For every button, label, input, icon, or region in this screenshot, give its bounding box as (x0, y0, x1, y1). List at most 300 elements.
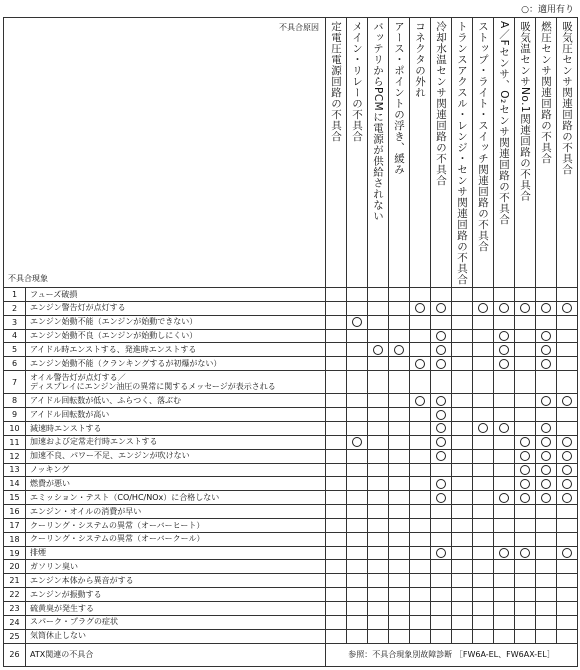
symptom-label: クーリング・システムの異常（オーバーヒート） (26, 518, 326, 532)
matrix-cell (347, 518, 368, 532)
table-row (4, 643, 578, 666)
matrix-cell (326, 315, 347, 329)
column-header-2 (347, 18, 368, 288)
matrix-cell (410, 463, 431, 477)
matrix-cell (515, 601, 536, 615)
matrix-cell (410, 601, 431, 615)
applicable-circle-icon (415, 359, 425, 369)
matrix-cell (536, 449, 557, 463)
applicable-circle-icon (499, 331, 509, 341)
applicable-circle-icon (520, 437, 530, 447)
matrix-cell (452, 329, 473, 343)
row-number: 9 (4, 408, 26, 422)
matrix-cell (368, 588, 389, 602)
matrix-cell (515, 574, 536, 588)
matrix-cell (473, 371, 494, 394)
matrix-cell (494, 288, 515, 302)
matrix-cell (347, 463, 368, 477)
applicable-circle-icon (352, 437, 362, 447)
matrix-cell (347, 449, 368, 463)
matrix-cell (557, 546, 578, 560)
table-row (4, 315, 578, 329)
matrix-cell (347, 601, 368, 615)
table-row (4, 288, 578, 302)
matrix-cell (368, 505, 389, 519)
matrix-cell (452, 463, 473, 477)
matrix-cell (326, 574, 347, 588)
matrix-cell (494, 629, 515, 643)
row-number: 7 (4, 371, 26, 394)
matrix-cell (389, 394, 410, 408)
column-header-9 (494, 18, 515, 288)
matrix-cell (536, 518, 557, 532)
matrix-cell (473, 629, 494, 643)
matrix-cell (410, 629, 431, 643)
matrix-cell (515, 532, 536, 546)
matrix-cell (326, 301, 347, 315)
symptom-label: ノッキング (26, 463, 326, 477)
symptom-label: 硫黄臭が発生する (26, 601, 326, 615)
matrix-cell (536, 435, 557, 449)
matrix-cell (494, 574, 515, 588)
matrix-cell (536, 491, 557, 505)
matrix-cell (431, 615, 452, 629)
matrix-cell (452, 315, 473, 329)
applicable-circle-icon (541, 345, 551, 355)
matrix-cell (347, 546, 368, 560)
applicable-circle-icon (520, 451, 530, 461)
matrix-cell (557, 629, 578, 643)
matrix-cell (389, 491, 410, 505)
matrix-cell (536, 505, 557, 519)
applicable-circle-icon (436, 331, 446, 341)
matrix-cell (536, 329, 557, 343)
matrix-cell (326, 615, 347, 629)
matrix-cell (515, 505, 536, 519)
matrix-cell (557, 329, 578, 343)
matrix-cell (431, 315, 452, 329)
matrix-cell (452, 532, 473, 546)
matrix-cell (389, 422, 410, 436)
matrix-cell (452, 288, 473, 302)
matrix-cell (557, 532, 578, 546)
matrix-cell (368, 329, 389, 343)
applicable-circle-icon (520, 493, 530, 503)
matrix-cell (557, 601, 578, 615)
matrix-cell (368, 601, 389, 615)
matrix-cell (536, 463, 557, 477)
applicable-circle-icon (373, 345, 383, 355)
matrix-cell (368, 315, 389, 329)
matrix-cell (389, 615, 410, 629)
matrix-cell (326, 435, 347, 449)
table-row (4, 601, 578, 615)
applicable-circle-icon (499, 359, 509, 369)
applicable-circle-icon (562, 493, 572, 503)
matrix-cell (368, 518, 389, 532)
column-header-6 (431, 18, 452, 288)
matrix-cell (557, 574, 578, 588)
matrix-cell (473, 408, 494, 422)
applicable-circle-icon (436, 548, 446, 558)
matrix-cell (368, 357, 389, 371)
applicable-circle-icon (562, 396, 572, 406)
matrix-cell (452, 422, 473, 436)
matrix-cell (452, 477, 473, 491)
matrix-cell (452, 574, 473, 588)
matrix-cell (431, 532, 452, 546)
applicable-circle-icon (352, 317, 362, 327)
matrix-cell (389, 463, 410, 477)
matrix-cell (515, 518, 536, 532)
applicable-circle-icon (394, 345, 404, 355)
matrix-cell (410, 560, 431, 574)
matrix-cell (452, 301, 473, 315)
row-number: 14 (4, 477, 26, 491)
matrix-cell (347, 615, 368, 629)
matrix-cell (557, 343, 578, 357)
matrix-cell (494, 301, 515, 315)
matrix-cell (473, 574, 494, 588)
column-header-7 (452, 18, 473, 288)
row-number: 26 (4, 643, 26, 666)
matrix-cell (431, 546, 452, 560)
matrix-cell (494, 408, 515, 422)
matrix-cell (557, 463, 578, 477)
applicable-circle-icon (562, 437, 572, 447)
matrix-cell (326, 288, 347, 302)
matrix-cell (431, 329, 452, 343)
symptom-label: エンジン・オイルの消費が早い (26, 505, 326, 519)
matrix-cell (347, 394, 368, 408)
matrix-cell (347, 343, 368, 357)
table-row (4, 532, 578, 546)
table-row (4, 449, 578, 463)
applicable-circle-icon (520, 303, 530, 313)
matrix-cell (536, 315, 557, 329)
table-row (4, 357, 578, 371)
symptom-label: エンジン本体から異音がする (26, 574, 326, 588)
matrix-cell (557, 615, 578, 629)
matrix-cell (326, 601, 347, 615)
matrix-cell (494, 615, 515, 629)
matrix-cell (494, 422, 515, 436)
applicable-circle-icon (499, 303, 509, 313)
matrix-cell (452, 435, 473, 449)
matrix-cell (515, 422, 536, 436)
symptom-label: 気筒休止しない (26, 629, 326, 643)
applicable-circle-icon (562, 451, 572, 461)
matrix-cell (557, 505, 578, 519)
symptom-label: エンジンが振動する (26, 588, 326, 602)
matrix-cell (410, 491, 431, 505)
matrix-cell (494, 546, 515, 560)
matrix-cell (536, 560, 557, 574)
matrix-cell (389, 329, 410, 343)
matrix-cell (389, 546, 410, 560)
matrix-cell (326, 518, 347, 532)
matrix-cell (515, 288, 536, 302)
symptom-label: エンジン始動不能（クランキングするが初爆がない） (26, 357, 326, 371)
matrix-cell (515, 329, 536, 343)
matrix-cell (515, 560, 536, 574)
row-number: 2 (4, 301, 26, 315)
matrix-cell (389, 601, 410, 615)
matrix-cell (515, 343, 536, 357)
matrix-cell (326, 449, 347, 463)
matrix-cell (431, 518, 452, 532)
matrix-cell (347, 408, 368, 422)
table-row (4, 505, 578, 519)
header-row (4, 18, 578, 288)
matrix-cell (326, 357, 347, 371)
matrix-cell (536, 357, 557, 371)
symptom-label: 燃費が悪い (26, 477, 326, 491)
symptom-label: ATX関連の不具合 (26, 643, 326, 666)
column-header-1 (326, 18, 347, 288)
matrix-cell (515, 546, 536, 560)
matrix-cell (347, 491, 368, 505)
applicable-circle-icon (436, 359, 446, 369)
matrix-cell (452, 491, 473, 505)
applicable-circle-icon (436, 437, 446, 447)
table-row (4, 560, 578, 574)
matrix-cell (494, 463, 515, 477)
matrix-cell (536, 546, 557, 560)
matrix-cell (410, 518, 431, 532)
matrix-cell (368, 394, 389, 408)
matrix-cell (473, 560, 494, 574)
matrix-cell (536, 615, 557, 629)
matrix-cell (494, 601, 515, 615)
matrix-cell (515, 315, 536, 329)
matrix-cell (347, 422, 368, 436)
matrix-cell (326, 629, 347, 643)
applicable-circle-icon (541, 331, 551, 341)
applicable-circle-icon (436, 451, 446, 461)
applicable-circle-icon (541, 493, 551, 503)
matrix-cell (557, 477, 578, 491)
matrix-cell (494, 560, 515, 574)
row-number: 4 (4, 329, 26, 343)
matrix-cell (389, 288, 410, 302)
matrix-cell (326, 491, 347, 505)
cause-axis-label: 不具合原因 (279, 23, 319, 32)
matrix-cell (494, 329, 515, 343)
matrix-cell (389, 505, 410, 519)
column-header-label: 吸気圧センサ関連回路の不具合 (561, 21, 574, 175)
column-header-label: バッテリからPCMに電源が供給されない (372, 21, 385, 222)
applicable-circle-icon (562, 479, 572, 489)
matrix-cell (410, 408, 431, 422)
matrix-cell (473, 518, 494, 532)
row-number: 17 (4, 518, 26, 532)
applicable-circle-icon (520, 479, 530, 489)
applicable-circle-icon (499, 345, 509, 355)
table-row (4, 301, 578, 315)
matrix-cell (431, 491, 452, 505)
symptom-label: 加速および定常走行時エンストする (26, 435, 326, 449)
legend-note: ○：適用有り (521, 5, 574, 15)
symptom-label: ガソリン臭い (26, 560, 326, 574)
matrix-cell (515, 408, 536, 422)
matrix-cell (452, 449, 473, 463)
matrix-cell (389, 371, 410, 394)
matrix-cell (473, 394, 494, 408)
matrix-cell (452, 615, 473, 629)
matrix-cell (368, 463, 389, 477)
column-header-label: A／Fセンサ、O₂センサ関連回路の不具合 (498, 21, 511, 225)
matrix-cell (389, 532, 410, 546)
column-header-4 (389, 18, 410, 288)
matrix-cell (410, 615, 431, 629)
matrix-cell (326, 371, 347, 394)
symptom-label: エンジン始動不良（エンジンが始動しにくい） (26, 329, 326, 343)
column-header-label: メイン・リレーの不具合 (351, 21, 364, 142)
matrix-cell (557, 560, 578, 574)
matrix-cell (473, 491, 494, 505)
matrix-cell (389, 408, 410, 422)
matrix-body (4, 288, 578, 667)
matrix-cell (515, 301, 536, 315)
matrix-cell (473, 315, 494, 329)
matrix-cell (536, 574, 557, 588)
matrix-cell (347, 532, 368, 546)
applicable-circle-icon (436, 396, 446, 406)
matrix-cell (494, 343, 515, 357)
applicable-circle-icon (541, 451, 551, 461)
matrix-cell (347, 505, 368, 519)
matrix-cell (494, 449, 515, 463)
column-header-3 (368, 18, 389, 288)
matrix-cell (410, 449, 431, 463)
row-number: 5 (4, 343, 26, 357)
table-row (4, 574, 578, 588)
matrix-cell (515, 449, 536, 463)
matrix-cell (494, 477, 515, 491)
matrix-cell (473, 546, 494, 560)
row-number: 10 (4, 422, 26, 436)
row-number: 21 (4, 574, 26, 588)
matrix-cell (431, 588, 452, 602)
matrix-cell (536, 629, 557, 643)
matrix-cell (368, 546, 389, 560)
matrix-cell (473, 615, 494, 629)
matrix-cell (410, 357, 431, 371)
matrix-cell (494, 532, 515, 546)
matrix-cell (389, 343, 410, 357)
matrix-cell (431, 574, 452, 588)
matrix-cell (347, 477, 368, 491)
matrix-cell (431, 601, 452, 615)
matrix-cell (347, 371, 368, 394)
row-number: 18 (4, 532, 26, 546)
applicable-circle-icon (541, 396, 551, 406)
matrix-cell (347, 560, 368, 574)
matrix-cell (515, 491, 536, 505)
matrix-cell (410, 329, 431, 343)
symptom-label: 排煙 (26, 546, 326, 560)
column-header-label: 冷却水温センサ関連回路の不具合 (435, 21, 448, 186)
matrix-cell (473, 288, 494, 302)
matrix-cell (557, 315, 578, 329)
matrix-cell (536, 408, 557, 422)
table-row (4, 546, 578, 560)
applicable-circle-icon (478, 303, 488, 313)
table-row (4, 629, 578, 643)
matrix-cell (536, 301, 557, 315)
symptom-label: エンジン警告灯が点灯する (26, 301, 326, 315)
matrix-cell (515, 588, 536, 602)
row-number: 16 (4, 505, 26, 519)
matrix-cell (557, 357, 578, 371)
symptom-label: エミッション・テスト（CO/HC/NOx）に合格しない (26, 491, 326, 505)
matrix-cell (368, 288, 389, 302)
reference-note: 参照：不具合現象別故障診断 ［FW6A-EL、FW6AX-EL］ (326, 643, 578, 666)
applicable-circle-icon (499, 548, 509, 558)
matrix-cell (326, 422, 347, 436)
column-header-label: 定電圧電源回路の不具合 (330, 21, 343, 142)
matrix-cell (410, 505, 431, 519)
matrix-cell (515, 477, 536, 491)
matrix-cell (515, 357, 536, 371)
matrix-cell (452, 408, 473, 422)
matrix-cell (494, 357, 515, 371)
applicable-circle-icon (415, 303, 425, 313)
matrix-cell (389, 629, 410, 643)
matrix-cell (557, 371, 578, 394)
matrix-cell (473, 329, 494, 343)
matrix-cell (389, 477, 410, 491)
row-number: 3 (4, 315, 26, 329)
matrix-cell (557, 588, 578, 602)
row-number: 24 (4, 615, 26, 629)
row-number: 12 (4, 449, 26, 463)
row-number: 23 (4, 601, 26, 615)
matrix-cell (347, 588, 368, 602)
table-row (4, 463, 578, 477)
matrix-cell (368, 371, 389, 394)
matrix-cell (431, 422, 452, 436)
applicable-circle-icon (436, 410, 446, 420)
applicable-circle-icon (499, 423, 509, 433)
matrix-cell (473, 343, 494, 357)
applicable-circle-icon (541, 465, 551, 475)
matrix-cell (431, 301, 452, 315)
matrix-cell (410, 574, 431, 588)
applicable-circle-icon (520, 465, 530, 475)
matrix-cell (368, 408, 389, 422)
symptom-label: オイル警告灯が点灯する／ ディスプレイにエンジン油圧の異常に関するメッセージが表示される (26, 371, 326, 394)
matrix-cell (368, 301, 389, 315)
matrix-cell (452, 601, 473, 615)
symptom-label: クーリング・システムの異常（オーバークール） (26, 532, 326, 546)
matrix-cell (452, 546, 473, 560)
matrix-cell (326, 343, 347, 357)
matrix-cell (536, 601, 557, 615)
matrix-cell (473, 463, 494, 477)
matrix-cell (431, 477, 452, 491)
matrix-cell (536, 422, 557, 436)
column-header-8 (473, 18, 494, 288)
matrix-cell (536, 532, 557, 546)
matrix-cell (389, 301, 410, 315)
matrix-cell (557, 408, 578, 422)
applicable-circle-icon (562, 465, 572, 475)
column-header-label: 燃圧センサ関連回路の不具合 (540, 21, 553, 164)
matrix-cell (389, 315, 410, 329)
table-row (4, 343, 578, 357)
